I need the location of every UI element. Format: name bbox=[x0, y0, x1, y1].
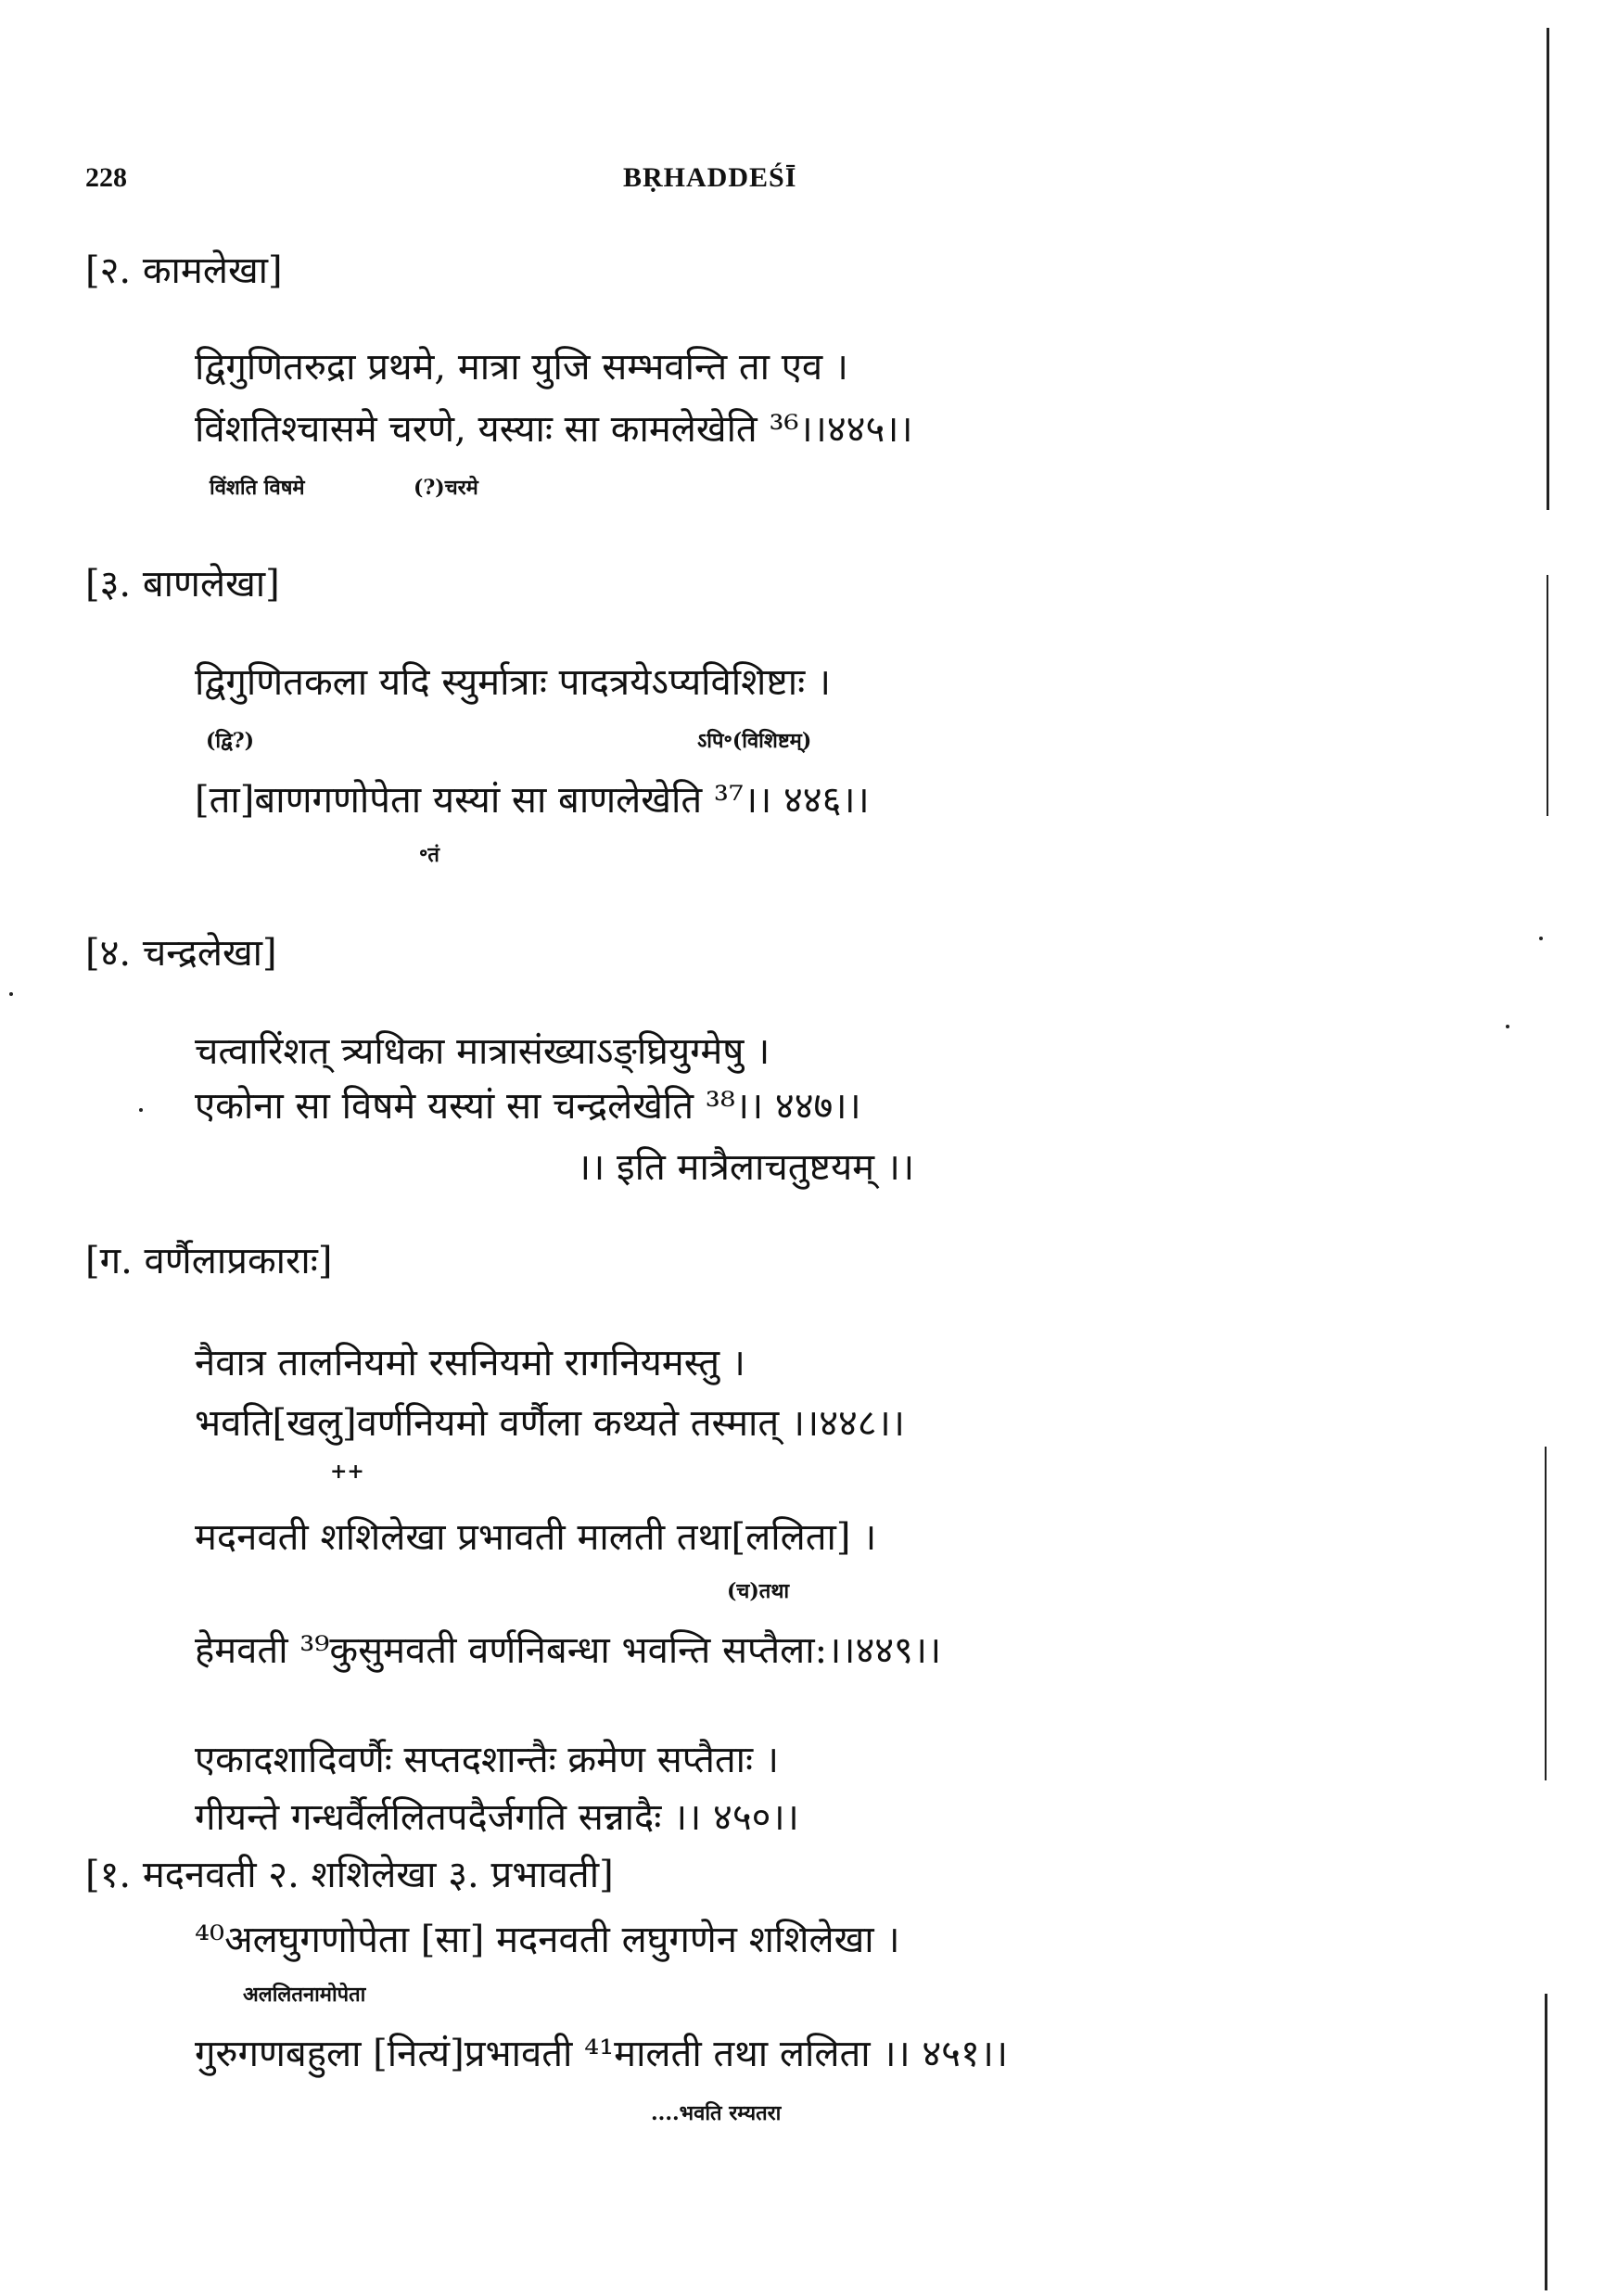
scan-speck bbox=[1506, 1025, 1509, 1028]
footnote-variant: ऽपि॰(विशिष्टम्) bbox=[697, 729, 812, 753]
footnote-variant: (?)चरमे bbox=[414, 476, 478, 500]
verse-line: हेमवती ³⁹कुसुमवती वर्णनिबन्धा भवन्ति सप्तैला:।।४४९।। bbox=[195, 1629, 942, 1672]
verse-line: [ता]बाणगणोपेता यस्यां सा बाणलेखेति ³⁷।। ४४६।। bbox=[195, 779, 870, 822]
footnote-variant: विंशति विषमे bbox=[210, 476, 305, 500]
scan-speck bbox=[9, 992, 13, 996]
section-heading-chandralekha: [४. चन्द्रलेखा] bbox=[85, 932, 277, 975]
verse-line: विंशतिश्चासमे चरणे, यस्याः सा कामलेखेति ³⁶।।४४५।। bbox=[195, 408, 913, 451]
section-heading-kamalekha: [२. कामलेखा] bbox=[85, 249, 283, 292]
footnote-variant: (द्वि?) bbox=[206, 729, 255, 753]
footnote-mark: ++ bbox=[330, 1460, 364, 1484]
verse-line: गुरुगणबहुला [नित्यं]प्रभावती ⁴¹मालती तथा ललिता ।। ४५१।। bbox=[195, 2033, 1009, 2075]
binding-edge-bottom bbox=[1545, 1994, 1547, 2290]
verse-line: द्विगुणितरुद्रा प्रथमे, मात्रा युजि सम्भवन्ति ता एव । bbox=[195, 346, 848, 389]
footnote-variant: ॰तं bbox=[419, 843, 439, 867]
footnote-variant: ....भवति रम्यतरा bbox=[651, 2101, 782, 2125]
verse-line: नैवात्र तालनियमो रसनियमो रागनियमस्तु । bbox=[195, 1342, 745, 1384]
section-heading-varnela: [ग. वर्णैलाप्रकाराः] bbox=[85, 1240, 333, 1282]
colophon: ।। इति मात्रैलाचतुष्टयम् ।। bbox=[577, 1146, 915, 1189]
verse-line: चत्वारिंशत् त्र्यधिका मात्रासंख्याऽङ्घ्रियुग्मेषु । bbox=[195, 1030, 770, 1073]
page-number: 228 bbox=[85, 162, 127, 193]
binding-edge-lower bbox=[1545, 1447, 1547, 1780]
footnote-variant: अललितनामोपेता bbox=[243, 1983, 366, 2007]
scan-speck bbox=[139, 1108, 143, 1112]
running-title: BṚHADDEŚĪ bbox=[623, 162, 797, 193]
section-heading-madanavati: [१. मदनवती २. शशिलेखा ३. प्रभावती] bbox=[85, 1854, 614, 1896]
verse-line: मदनवती शशिलेखा प्रभावती मालती तथा[ललिता] । bbox=[195, 1516, 877, 1559]
verse-line: गीयन्ते गन्धर्वैर्ललितपदैर्जगति सन्नादैः ।। ४५०।। bbox=[195, 1796, 799, 1839]
scan-speck bbox=[1539, 937, 1543, 940]
footnote-variant: (च)तथा bbox=[727, 1579, 790, 1603]
verse-line: भवति[खलु]वर्णनियमो वर्णैला कथ्यते तस्मात् ।।४४८।। bbox=[195, 1402, 905, 1445]
verse-line: एकोना सा विषमे यस्यां सा चन्द्रलेखेति ³⁸।। ४४७।। bbox=[195, 1085, 861, 1128]
verse-line: ⁴⁰अलघुगणोपेता [सा] मदनवती लघुगणेन शशिलेखा । bbox=[195, 1919, 900, 1961]
section-heading-banalekha: [३. बाणलेखा] bbox=[85, 563, 280, 606]
binding-edge-top bbox=[1547, 28, 1549, 510]
verse-line: द्विगुणितकला यदि स्युर्मात्राः पादत्रयेऽप्यविशिष्टाः । bbox=[195, 661, 832, 704]
binding-edge-mid bbox=[1547, 575, 1548, 816]
verse-line: एकादशादिवर्णैः सप्तदशान्तैः क्रमेण सप्तैताः । bbox=[195, 1739, 779, 1781]
